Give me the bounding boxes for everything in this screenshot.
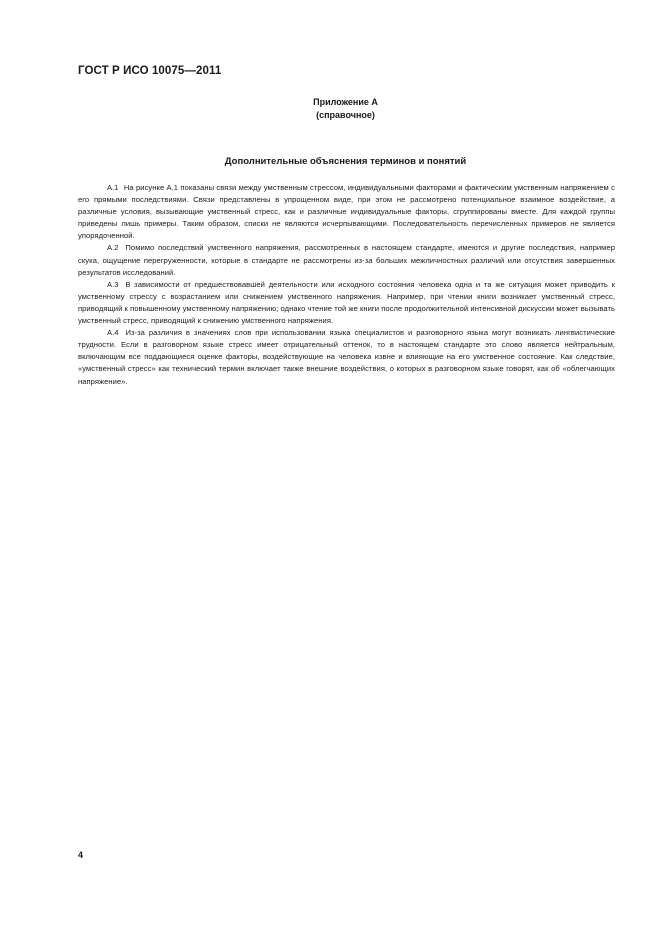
annex-note: (справочное) <box>316 110 375 120</box>
paragraph-a1 <box>78 182 615 242</box>
page-number: 4 <box>78 850 84 860</box>
paragraph-number: А.2 <box>107 243 119 253</box>
paragraph-text: Помимо последствий умственного напряжения, рассмотренных в настоящем стандарте, имеются и другие последствия, например скука, ощущение перегруженности, которые в стандарте не рассмотрены из-за больших межличностных различий или отсутствия завершенных результатов исследований. <box>78 243 615 277</box>
paragraph-a2 <box>78 242 615 278</box>
paragraph-a4 <box>78 327 615 387</box>
paragraph-text: Из-за различия в значениях слов при использовании языка специалистов и разговорного языка могут возникать лингвистические трудности. Если в разговорном языке стресс имеет отрицательный оттенок, то в настоящем стандарте это слово является нейтральным, включающим все поддающиеся оценке факторы, воздействующие на человека извне и влияющие на его умственное состояние. Как следствие, «умственный стресс» как технический термин включает также внешние воздействия, о которых в разговорном языке говорят, как об «облегчающих напряжение». <box>78 328 615 386</box>
body-text <box>78 182 615 388</box>
section-title: Дополнительные объяснения терминов и понятий <box>224 156 467 167</box>
paragraph-text: В зависимости от предшествовавшей деятельности или исходного состояния человека одна и та же ситуация может приводить к умственному стрессу с возрастанием или снижением умственного напряжения. Например, при чтении книги возникает умственный стресс, приводящий к повышенному умственному напряжению; однако чтение той же книги после продолжительной интенсивной дискуссии может вызывать умственный стресс, приводящий к снижению умственного напряжения. <box>78 279 615 326</box>
paragraph-number: А.4 <box>107 328 119 338</box>
paragraph-a3 <box>78 279 615 327</box>
annex-heading <box>0 96 661 122</box>
annex-title: Приложение А <box>313 97 378 107</box>
paragraph-number: А.1 <box>107 183 119 192</box>
paragraph-text: На рисунке А.1 показаны связи между умственным стрессом, индивидуальными факторами и фактическим умственным напряжением с его прямыми последствиями. Связи представлены в упрощенном виде, при этом не рассмотрено потенциальное взаимное воздействие, а различные условия, вызывающие умственный стресс, как и различные индивидуальные факторы, сгруппированы вместе. Для каждой группы приведены лишь примеры. Таким образом, списки не являются исчерпывающими. Последовательность перечисленных примеров не является упорядоченной. <box>78 183 615 241</box>
document-header: ГОСТ Р ИСО 10075—2011 <box>78 65 222 77</box>
paragraph-number: А.3 <box>107 279 119 289</box>
